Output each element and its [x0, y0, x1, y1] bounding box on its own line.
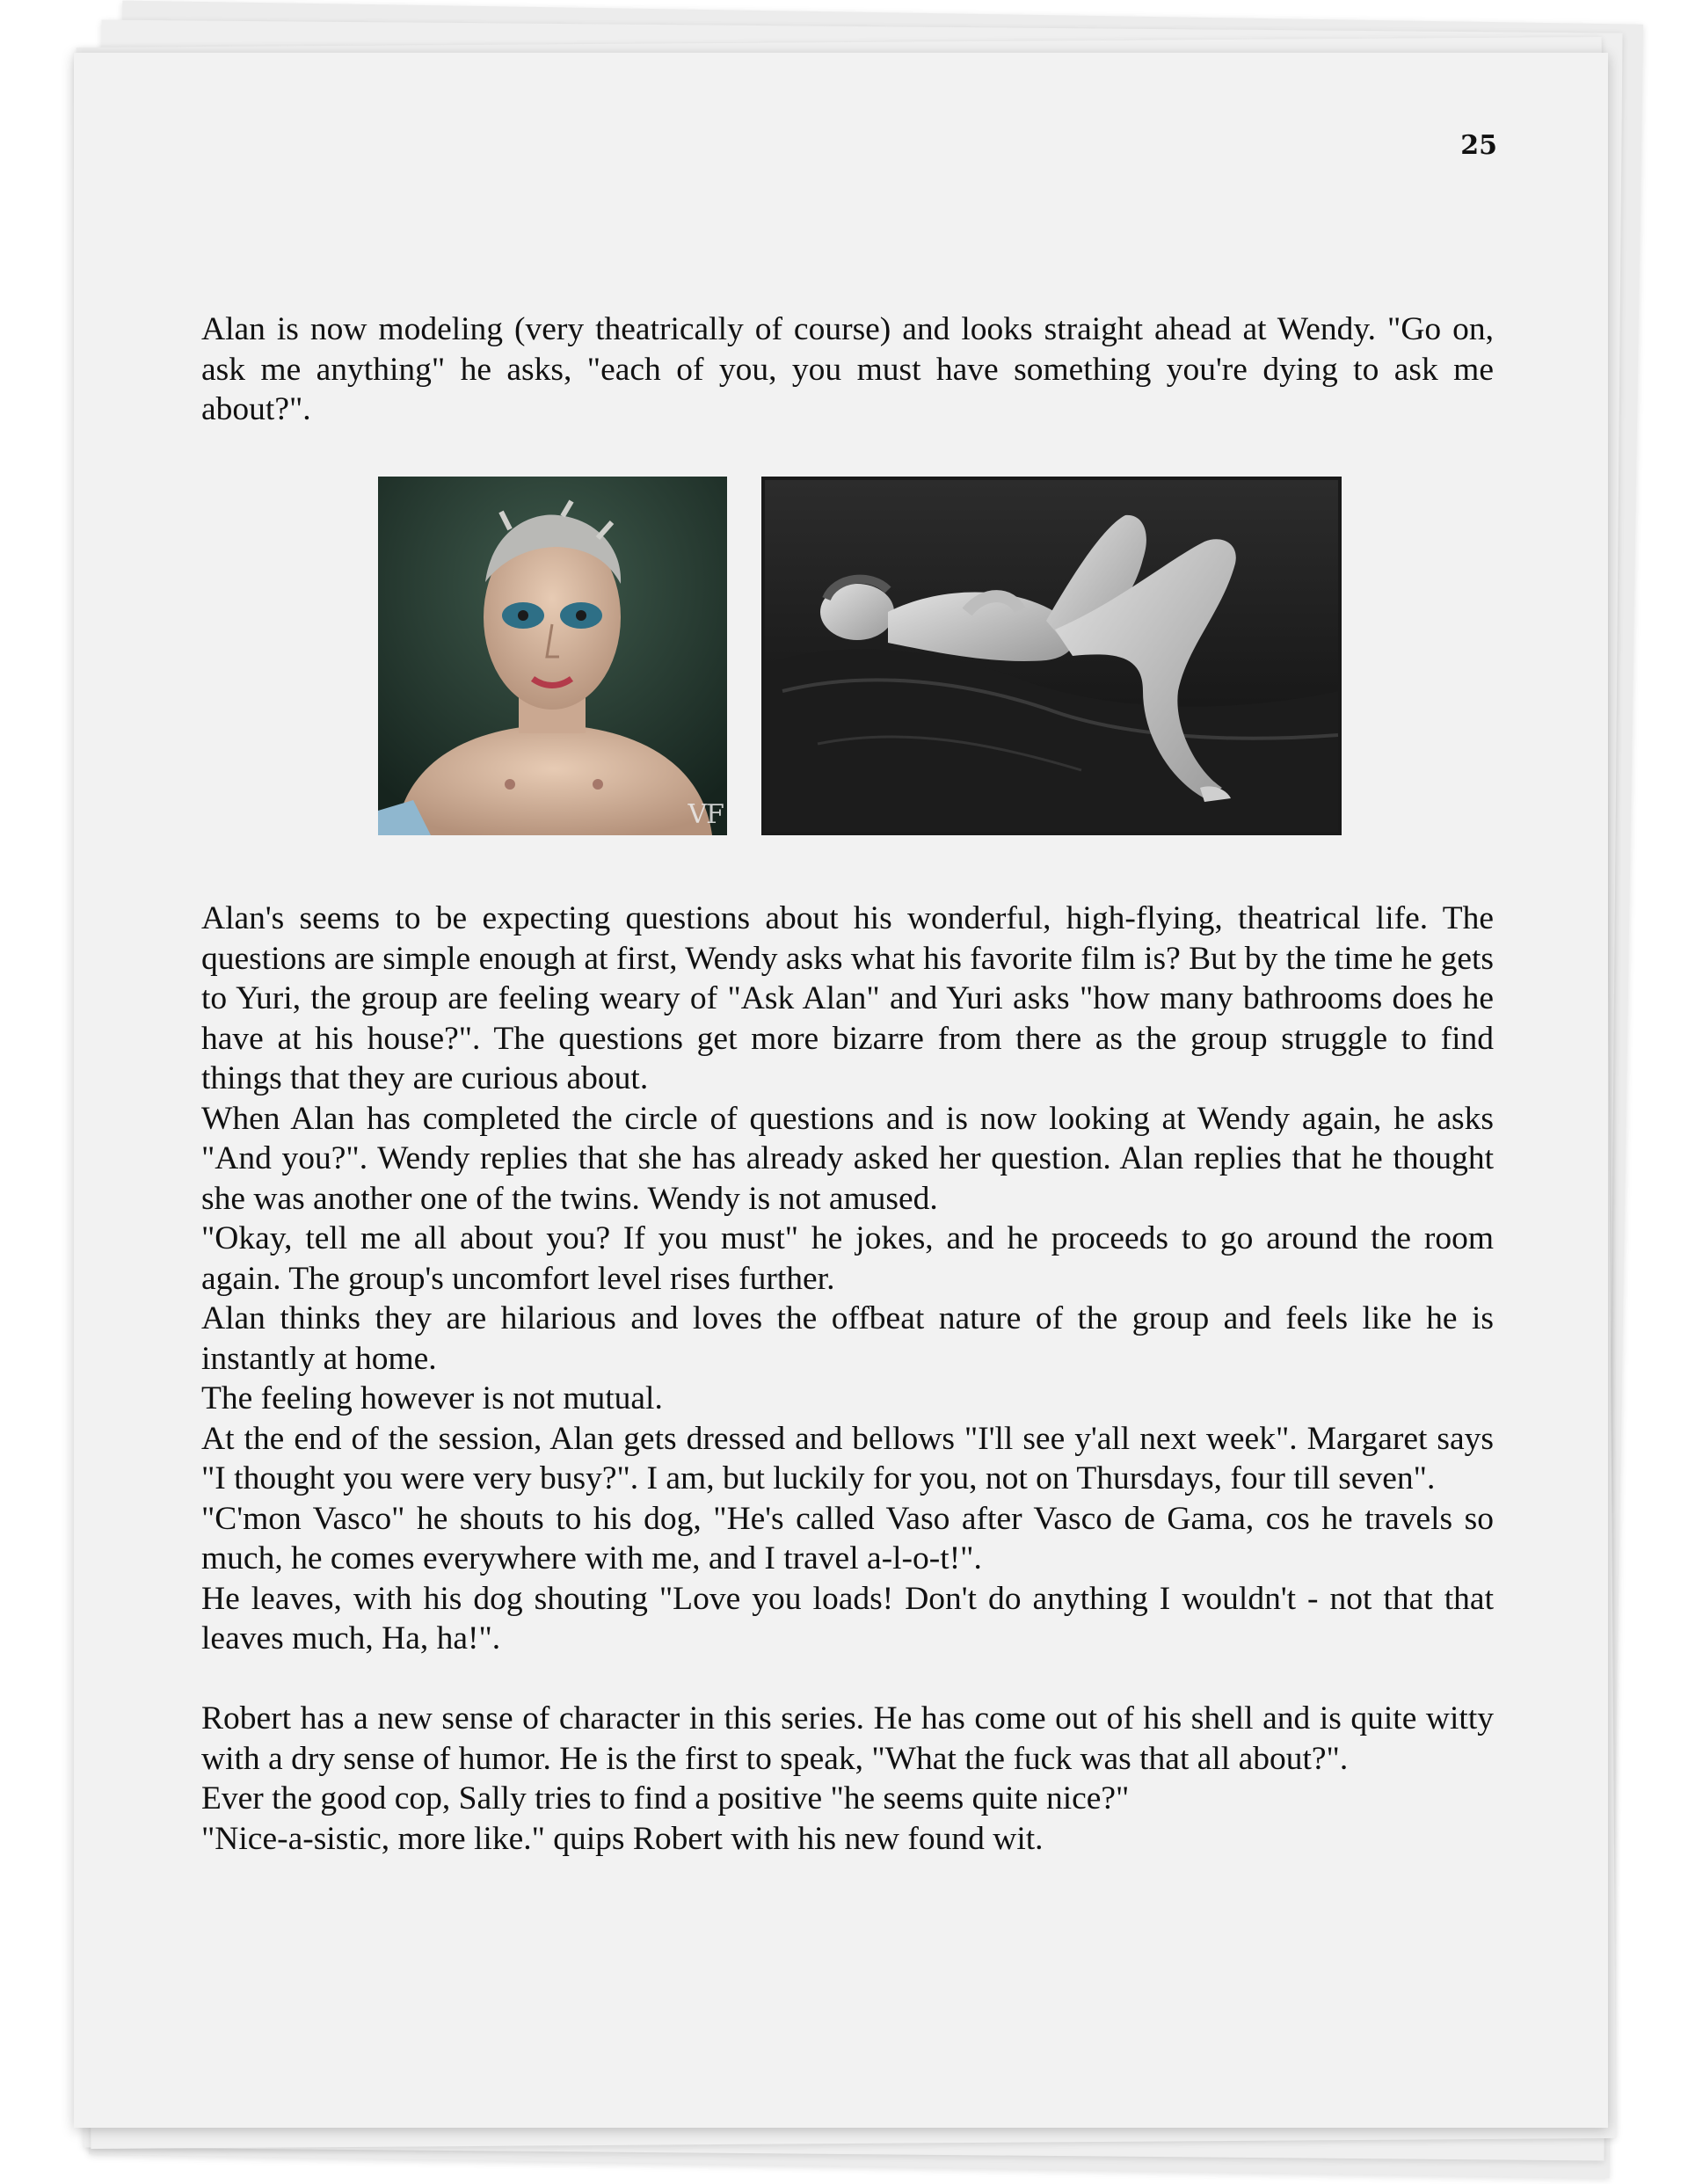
body-paragraph: At the end of the session, Alan gets dressed and bellows "I'll see y'all next week". Margaret says "I thought you were very busy?". I am, but luckily for you, not on Thursdays, four till seven".: [201, 1420, 1494, 1496]
intro-paragraph: Alan is now modeling (very theatrically of course) and looks straight ahead at Wendy. "Go on, ask me anything" he asks, "each of you, you must have something you're dying to ask me about?".: [201, 311, 1494, 427]
page-number: 25: [1460, 130, 1497, 161]
document-page: [74, 53, 1608, 2128]
body-paragraph: When Alan has completed the circle of questions and is now looking at Wendy again, he asks "And you?". Wendy replies that she has already asked her question. Alan replies that he thought she was another one of the twins. Wendy is not amused.: [201, 1100, 1494, 1217]
body-paragraph: The feeling however is not mutual.: [201, 1380, 663, 1416]
body-paragraph: Alan thinks they are hilarious and loves the offbeat nature of the group and feels like he is instantly at home.: [201, 1300, 1494, 1377]
portrait-photo: [378, 477, 727, 835]
intro-text: [201, 309, 1494, 430]
body-text: [201, 899, 1494, 1859]
body-paragraph: "Nice-a-sistic, more like." quips Robert with his new found wit.: [201, 1820, 1044, 1857]
reclining-figure-photo-image: [765, 480, 1338, 832]
body-paragraph: "C'mon Vasco" he shouts to his dog, "He's called Vaso after Vasco de Gama, cos he travels so much, he comes everywhere with me, and I travel a-l-o-t!".: [201, 1500, 1494, 1576]
portrait-photo-image: [378, 477, 727, 835]
body-paragraph: "Okay, tell me all about you? If you must" he jokes, and he proceeds to go around the room again. The group's uncomfort level rises further.: [201, 1220, 1494, 1297]
body-paragraph: Alan's seems to be expecting questions about his wonderful, high-flying, theatrical life. The questions are simple enough at first, Wendy asks what his favorite film is? But by the time he gets to Yuri, the group are feeling weary of "Ask Alan" and Yuri asks "how many bathrooms does he have at his house?". The questions get more bizarre from there as the group struggle to find things that they are curious about.: [201, 900, 1494, 1096]
photo-watermark: VF: [688, 799, 724, 830]
body-paragraph: Ever the good cop, Sally tries to find a positive "he seems quite nice?": [201, 1780, 1130, 1816]
paragraph-spacer: [201, 1659, 1494, 1700]
body-paragraph: Robert has a new sense of character in this series. He has come out of his shell and is quite witty with a dry sense of humor. He is the first to speak, "What the fuck was that all about?".: [201, 1700, 1494, 1777]
body-paragraph: He leaves, with his dog shouting "Love you loads! Don't do anything I wouldn't - not that that leaves much, Ha, ha!".: [201, 1580, 1494, 1656]
reclining-figure-photo: [761, 477, 1342, 835]
